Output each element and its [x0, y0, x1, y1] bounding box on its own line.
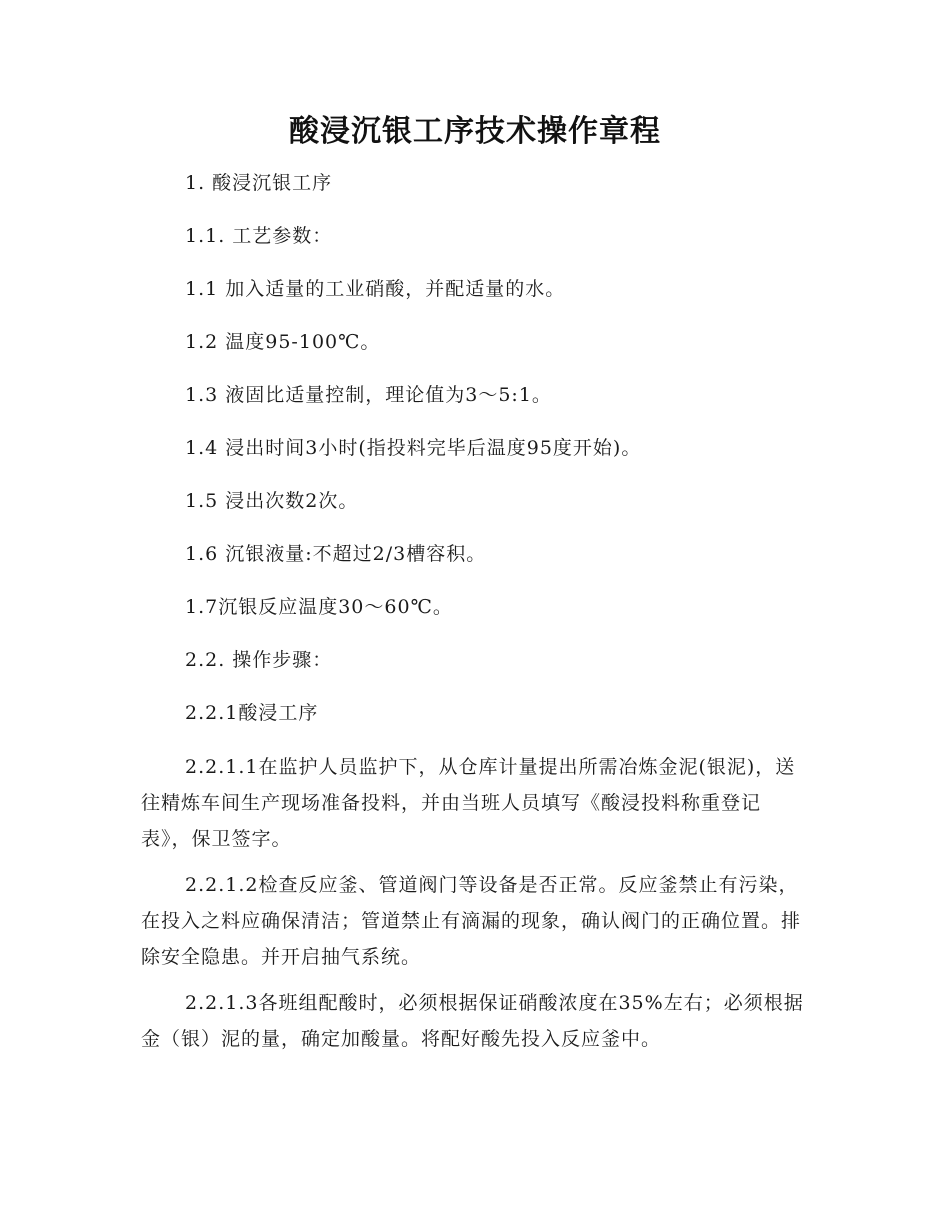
- step-paragraph-1: 2.2.1.1在监护人员监护下，从仓库计量提出所需冶炼金泥(银泥)，送往精炼车间生产现场准备投料，并由当班人员填写《酸浸投料称重登记表》，保卫签字。: [141, 756, 796, 850]
- step-paragraph-3: 2.2.1.3各班组配酸时，必须根据保证硝酸浓度在35%左右；必须根据金（银）泥的量，确定加酸量。将配好酸先投入反应釜中。: [141, 992, 804, 1050]
- param-line-leach-count: 1.5 浸出次数2次。: [185, 490, 359, 512]
- subsection-heading-process-params: 1.1. 工艺参数：: [185, 225, 333, 247]
- document-body: [141, 158, 811, 1067]
- param-line-temperature: 1.2 温度95-100℃。: [185, 331, 381, 353]
- param-line-liquid-solid-ratio: 1.3 液固比适量控制，理论值为3～5:1。: [185, 384, 552, 406]
- section-heading-acid-leach: 1. 酸浸沉银工序: [185, 172, 333, 194]
- param-line-nitric-acid: 1.1 加入适量的工业硝酸，并配适量的水。: [185, 278, 566, 300]
- step-heading-acid-leach: 2.2.1酸浸工序: [185, 702, 319, 724]
- param-line-leach-time: 1.4 浸出时间3小时(指投料完毕后温度95度开始)。: [185, 437, 642, 459]
- param-line-silver-liquid-volume: 1.6 沉银液量:不超过2/3槽容积。: [185, 543, 487, 565]
- subsection-heading-operation-steps: 2.2. 操作步骤：: [185, 649, 333, 671]
- document-title: 酸浸沉银工序技术操作章程: [289, 114, 661, 149]
- step-paragraph-2: 2.2.1.2检查反应釜、管道阀门等设备是否正常。反应釜禁止有污染，在投入之料应确保清洁；管道禁止有滴漏的现象，确认阀门的正确位置。排除安全隐患。并开启抽气系统。: [141, 874, 802, 968]
- param-line-reaction-temperature: 1.7沉银反应温度30～60℃。: [185, 596, 453, 618]
